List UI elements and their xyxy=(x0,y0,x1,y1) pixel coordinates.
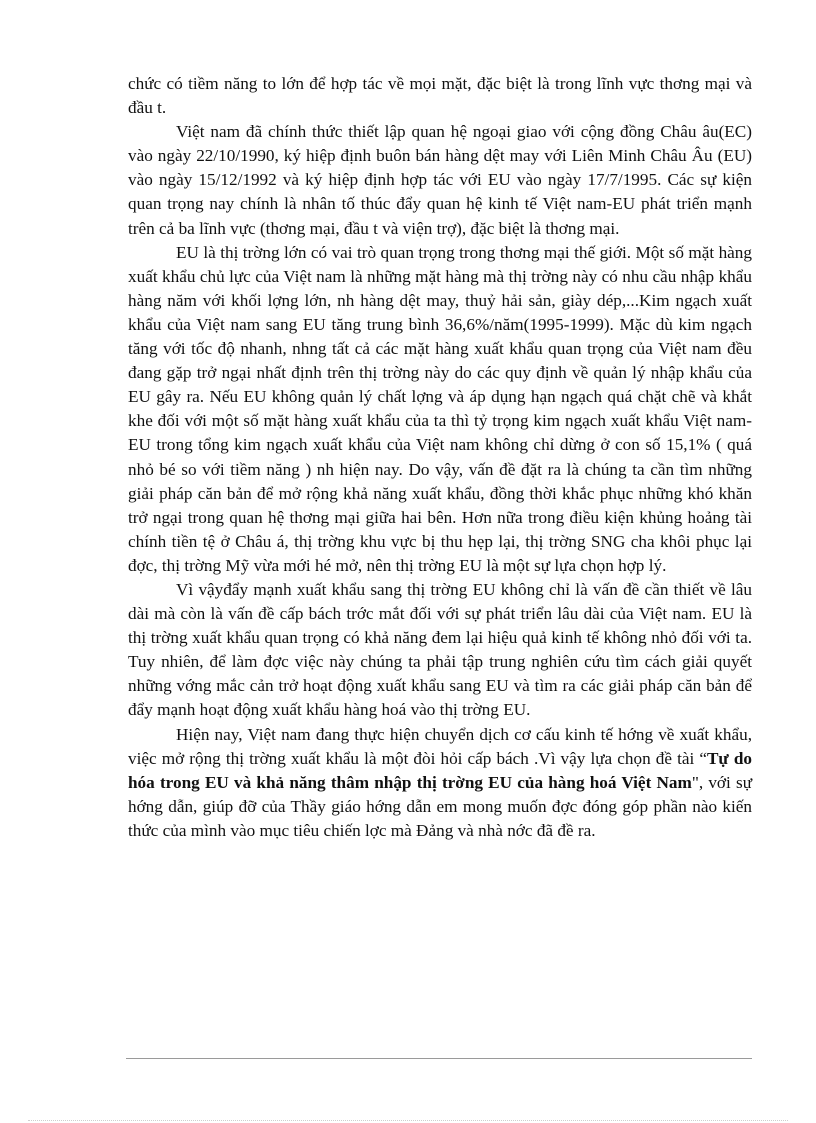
paragraph-export-promotion: Vì vậyđẩy mạnh xuất khẩu sang thị trờng EU không chỉ là vấn đề cần thiết về lâu dài mà còn là vấn đề cấp bách trớc mắt đối với sự phát triển lâu dài của Việt nam. EU là thị trờng xuất khẩu quan trọng có khả năng đem lại hiệu quả kinh tế không nhỏ đối với ta. Tuy nhiên, để làm đợc việc này chúng ta phải tập trung nghiên cứu tìm cách giải quyết những vớng mắc cản trở hoạt động xuất khẩu sang EU và tìm ra các giải pháp căn bản để đẩy mạnh hoạt động xuất khẩu hàng hoá vào thị trờng EU. xyxy=(128,579,752,720)
document-body xyxy=(128,72,752,843)
page-bottom-border xyxy=(28,1120,788,1121)
paragraph-eu-market: EU là thị trờng lớn có vai trò quan trọng trong thơng mại thế giới. Một số mặt hàng xuất khẩu chủ lực của Việt nam là những mặt hàng mà thị trờng này có nhu cầu nhập khẩu hàng năm với khối lợng lớn, nh hàng dệt may, thuỷ hải sản, giày dép,...Kim ngạch xuất khẩu của Việt nam sang EU tăng trung bình 36,6%/năm(1995-1999). Mặc dù kim ngạch tăng với tốc độ nhanh, nhng tất cả các mặt hàng xuất khẩu quan trọng của Việt nam đều đang gặp trở ngại nhất định trên thị trờng này do các quy định về quản lý nhập khẩu của EU gây ra. Nếu EU không quản lý chất lợng và áp dụng hạn ngạch quá chặt chẽ và khắt khe đối với một số mặt hàng xuất khẩu của ta thì tỷ trọng kim ngạch xuất khẩu Việt nam-EU trong tổng kim ngạch xuất khẩu của Việt nam không chỉ dừng ở con số 15,1% ( quá nhỏ bé so với tiềm năng ) nh hiện nay. Do vậy, vấn đề đặt ra là chúng ta cần tìm những giải pháp căn bản để mở rộng khả năng xuất khẩu, đồng thời khắc phục những khó khăn trở ngại trong quan hệ thơng mại giữa hai bên. Hơn nữa trong điều kiện khủng hoảng tài chính tiền tệ ở Châu á, thị trờng khu vực bị thu hẹp lại, thị trờng SNG cha khôi phục lại đợc, thị trờng Mỹ vừa mới hé mở, nên thị trờng EU là một sự lựa chọn hợp lý. xyxy=(128,242,752,575)
thesis-closing-text: ", với sự hớng dẫn, giúp đỡ của Thầy giáo hớng dẫn em mong muốn đợc đóng góp phần nào kiến thức của mình vào mục tiêu chiến lợc mà Đảng và nhà nớc đã đề ra. xyxy=(128,772,753,840)
paragraph-continuation: chức có tiềm năng to lớn để hợp tác về mọi mặt, đặc biệt là trong lĩnh vực thơng mại và đầu t. xyxy=(128,74,752,118)
footer-divider xyxy=(126,1058,752,1059)
thesis-intro-text: Hiện nay, Việt nam đang thực hiện chuyển dịch cơ cấu kinh tế hớng về xuất khẩu, việc mở rộng thị trờng xuất khẩu là một đòi hỏi cấp bách .Vì vậy lựa chọn đề tài “ xyxy=(128,724,752,768)
thesis-title: Tự do hóa trong EU và khả năng thâm nhập thị trờng EU của hàng hoá Việt Nam xyxy=(128,748,752,792)
paragraph-thesis-topic xyxy=(128,723,752,843)
paragraph-diplomatic-relations: Việt nam đã chính thức thiết lập quan hệ ngoại giao với cộng đồng Châu âu(EC) vào ngày 22/10/1990, ký hiệp định buôn bán hàng dệt may với Liên Minh Châu Âu (EU) vào ngày 15/12/1992 và ký hiệp định hợp tác với EU vào ngày 17/7/1995. Các sự kiện quan trọng nay chính là nhân tố thúc đẩy quan hệ kinh tế Việt nam-EU phát triển mạnh trên cả ba lĩnh vực (thơng mại, đầu t và viện trợ), đặc biệt là thơng mại. xyxy=(128,122,752,238)
